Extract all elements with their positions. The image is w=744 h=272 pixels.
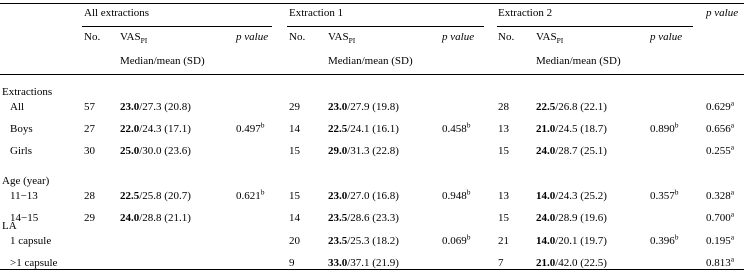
cell-value: 29.0 bbox=[328, 145, 348, 157]
cell-value: 21.0 bbox=[536, 123, 556, 135]
cell-e1-no bbox=[289, 256, 295, 270]
cell-p bbox=[706, 100, 734, 114]
header-median-mean-all: Median/mean (SD) bbox=[120, 55, 205, 67]
cell-mean-sd: /28.6 (23.3) bbox=[347, 212, 399, 224]
cell-e2-p bbox=[650, 122, 679, 136]
cell-label bbox=[10, 144, 32, 158]
cell-value: 28 bbox=[84, 190, 95, 202]
cell-a-med bbox=[120, 100, 191, 114]
footnote-marker: a bbox=[730, 232, 735, 242]
cell-value: Boys bbox=[10, 123, 33, 135]
cell-e2-p bbox=[650, 234, 679, 248]
cell-value: 28 bbox=[498, 101, 509, 113]
cell-value: 0.621 bbox=[236, 190, 261, 202]
cell-value: 15 bbox=[498, 212, 509, 224]
cell-e2-med bbox=[536, 144, 607, 158]
section-label-extractions: Extractions bbox=[2, 86, 53, 98]
header-median-mean-e2: Median/mean (SD) bbox=[536, 55, 621, 67]
cell-value: 24.0 bbox=[120, 212, 140, 224]
cell-value: 13 bbox=[498, 190, 509, 202]
header-no-e1: No. bbox=[289, 31, 306, 43]
cell-value: Girls bbox=[10, 145, 32, 157]
cell-value: 0.357 bbox=[650, 190, 675, 202]
cell-e2-no bbox=[498, 211, 509, 225]
cell-value: 22.5 bbox=[536, 101, 556, 113]
cell-p bbox=[706, 211, 734, 225]
cell-label bbox=[10, 100, 24, 114]
cell-value: 24.0 bbox=[536, 145, 556, 157]
cell-e1-med bbox=[328, 122, 399, 136]
cell-e2-med bbox=[536, 122, 607, 136]
header-median-mean-e1: Median/mean (SD) bbox=[328, 55, 413, 67]
cell-mean-sd: /24.5 (18.7) bbox=[555, 123, 607, 135]
table-top-rule bbox=[0, 3, 744, 4]
cell-e2-med bbox=[536, 256, 607, 270]
vas-label: VAS bbox=[536, 31, 557, 43]
cell-mean-sd: /24.3 (25.2) bbox=[555, 190, 607, 202]
group-rule-extraction-1 bbox=[287, 26, 484, 27]
cell-value: 33.0 bbox=[328, 257, 348, 269]
cell-value: 27 bbox=[84, 123, 95, 135]
cell-p bbox=[706, 189, 734, 203]
cell-label bbox=[10, 189, 38, 203]
cell-label bbox=[10, 234, 51, 248]
header-vas-all bbox=[120, 30, 147, 44]
cell-value: 23.0 bbox=[328, 190, 348, 202]
cell-e2-med bbox=[536, 100, 607, 114]
cell-value: 1 capsule bbox=[10, 235, 52, 247]
vas-subscript: PI bbox=[140, 36, 148, 46]
cell-a-med bbox=[120, 211, 191, 225]
cell-e2-med bbox=[536, 234, 607, 248]
cell-mean-sd: /25.3 (18.2) bbox=[347, 235, 399, 247]
cell-value: 29 bbox=[289, 101, 300, 113]
footnote-marker: a bbox=[730, 254, 735, 264]
cell-value: 23.5 bbox=[328, 235, 348, 247]
footnote-marker: b bbox=[466, 120, 471, 130]
cell-value: 24.0 bbox=[536, 212, 556, 224]
cell-mean-sd: /25.8 (20.7) bbox=[139, 190, 191, 202]
cell-e1-med bbox=[328, 234, 399, 248]
cell-value: 0.069 bbox=[442, 235, 467, 247]
footnote-marker: a bbox=[730, 142, 735, 152]
cell-e1-no bbox=[289, 144, 300, 158]
cell-label bbox=[10, 211, 38, 225]
cell-e1-med bbox=[328, 189, 399, 203]
cell-a-no bbox=[84, 122, 95, 136]
footnote-marker: b bbox=[674, 120, 679, 130]
group-header-all: All extractions bbox=[84, 7, 150, 19]
footnote-marker: b bbox=[466, 232, 471, 242]
vas-label: VAS bbox=[120, 31, 141, 43]
cell-e2-med bbox=[536, 189, 607, 203]
cell-a-no bbox=[84, 100, 95, 114]
cell-mean-sd: /20.1 (19.7) bbox=[555, 235, 607, 247]
cell-value: 0.195 bbox=[706, 235, 731, 247]
header-p-value-all: p value bbox=[236, 31, 269, 43]
cell-p bbox=[706, 144, 734, 158]
cell-value: 0.255 bbox=[706, 145, 731, 157]
cell-value: 0.328 bbox=[706, 190, 731, 202]
footnote-marker: a bbox=[730, 209, 735, 219]
cell-mean-sd: /27.9 (19.8) bbox=[347, 101, 399, 113]
cell-mean-sd: /24.3 (17.1) bbox=[139, 123, 191, 135]
header-p-value-e2: p value bbox=[650, 31, 683, 43]
cell-value: 0.629 bbox=[706, 101, 731, 113]
cell-label bbox=[10, 122, 33, 136]
cell-a-med bbox=[120, 144, 191, 158]
cell-mean-sd: /28.8 (21.1) bbox=[139, 212, 191, 224]
cell-value: 14 bbox=[289, 123, 300, 135]
cell-value: 20 bbox=[289, 235, 300, 247]
cell-mean-sd: /31.3 (22.8) bbox=[347, 145, 399, 157]
cell-e1-no bbox=[289, 234, 300, 248]
cell-e2-p bbox=[650, 189, 679, 203]
cell-mean-sd: /26.8 (22.1) bbox=[555, 101, 607, 113]
cell-value: 57 bbox=[84, 101, 95, 113]
section-label-age: Age (year) bbox=[2, 175, 50, 187]
cell-e2-med bbox=[536, 211, 607, 225]
cell-value: All bbox=[10, 101, 25, 113]
cell-value: 15 bbox=[498, 145, 509, 157]
cell-a-med bbox=[120, 122, 191, 136]
vas-label: VAS bbox=[328, 31, 349, 43]
cell-e1-no bbox=[289, 100, 300, 114]
cell-p bbox=[706, 122, 734, 136]
footnote-marker: a bbox=[730, 187, 735, 197]
cell-a-no bbox=[84, 189, 95, 203]
cell-value: 0.458 bbox=[442, 123, 467, 135]
footnote-marker: b bbox=[674, 232, 679, 242]
cell-a-p bbox=[236, 189, 265, 203]
cell-value: 23.0 bbox=[120, 101, 140, 113]
cell-mean-sd: /24.1 (16.1) bbox=[347, 123, 399, 135]
cell-value: 0.700 bbox=[706, 212, 731, 224]
header-no-e2: No. bbox=[498, 31, 515, 43]
cell-value: 7 bbox=[498, 257, 504, 269]
cell-mean-sd: /28.9 (19.6) bbox=[555, 212, 607, 224]
cell-e1-med bbox=[328, 211, 399, 225]
cell-value: 15 bbox=[289, 145, 300, 157]
group-rule-extraction-2 bbox=[497, 26, 693, 27]
footnote-marker: b bbox=[466, 187, 471, 197]
cell-value: 21.0 bbox=[536, 257, 556, 269]
cell-value: 29 bbox=[84, 212, 95, 224]
cell-value: 22.0 bbox=[120, 123, 140, 135]
header-p-value-e1: p value bbox=[442, 31, 475, 43]
group-header-extraction-1: Extraction 1 bbox=[289, 7, 344, 19]
cell-value: 14 bbox=[289, 212, 300, 224]
cell-e1-p bbox=[442, 234, 471, 248]
cell-a-no bbox=[84, 211, 95, 225]
cell-value: 22.5 bbox=[328, 123, 348, 135]
cell-value: 0.396 bbox=[650, 235, 675, 247]
cell-value: 0.890 bbox=[650, 123, 675, 135]
vas-subscript: PI bbox=[348, 36, 356, 46]
cell-a-med bbox=[120, 189, 191, 203]
header-vas-e2 bbox=[536, 30, 563, 44]
cell-mean-sd: /28.7 (25.1) bbox=[555, 145, 607, 157]
cell-value: 15 bbox=[289, 190, 300, 202]
section-label-la: LA bbox=[2, 220, 17, 232]
cell-value: >1 capsule bbox=[10, 257, 58, 269]
cell-e1-med bbox=[328, 144, 399, 158]
cell-mean-sd: /27.0 (16.8) bbox=[347, 190, 399, 202]
cell-e2-no bbox=[498, 234, 509, 248]
cell-e1-med bbox=[328, 100, 399, 114]
cell-e1-med bbox=[328, 256, 399, 270]
cell-p bbox=[706, 256, 734, 270]
header-vas-e1 bbox=[328, 30, 355, 44]
cell-e2-no bbox=[498, 189, 509, 203]
cell-value: 0.813 bbox=[706, 257, 731, 269]
cell-value: 25.0 bbox=[120, 145, 140, 157]
cell-value: 23.5 bbox=[328, 212, 348, 224]
cell-value: 0.656 bbox=[706, 123, 731, 135]
header-no-all: No. bbox=[84, 31, 101, 43]
footnote-marker: b bbox=[260, 187, 265, 197]
cell-value: 14.0 bbox=[536, 190, 556, 202]
cell-mean-sd: /37.1 (21.9) bbox=[347, 257, 399, 269]
cell-value: 23.0 bbox=[328, 101, 348, 113]
cell-value: 11−13 bbox=[10, 190, 38, 202]
footnote-marker: b bbox=[260, 120, 265, 130]
footnote-marker: b bbox=[674, 187, 679, 197]
cell-mean-sd: /42.0 (22.5) bbox=[555, 257, 607, 269]
cell-mean-sd: /30.0 (23.6) bbox=[139, 145, 191, 157]
cell-e1-no bbox=[289, 211, 300, 225]
cell-value: 13 bbox=[498, 123, 509, 135]
cell-e2-no bbox=[498, 256, 504, 270]
footnote-marker: a bbox=[730, 98, 735, 108]
footnote-marker: a bbox=[730, 120, 735, 130]
header-p-value-overall: p value bbox=[706, 7, 739, 19]
cell-a-no bbox=[84, 144, 95, 158]
cell-value: 30 bbox=[84, 145, 95, 157]
cell-value: 14.0 bbox=[536, 235, 556, 247]
cell-e1-no bbox=[289, 122, 300, 136]
cell-e2-no bbox=[498, 144, 509, 158]
vas-subscript: PI bbox=[556, 36, 564, 46]
cell-e2-no bbox=[498, 122, 509, 136]
cell-value: 9 bbox=[289, 257, 295, 269]
cell-value: 22.5 bbox=[120, 190, 140, 202]
cell-mean-sd: /27.3 (20.8) bbox=[139, 101, 191, 113]
cell-e2-no bbox=[498, 100, 509, 114]
cell-value: 0.497 bbox=[236, 123, 261, 135]
cell-e1-p bbox=[442, 122, 471, 136]
group-rule-all bbox=[82, 26, 272, 27]
cell-value: 21 bbox=[498, 235, 509, 247]
cell-p bbox=[706, 234, 734, 248]
cell-label bbox=[10, 256, 57, 270]
cell-value: 14−15 bbox=[10, 212, 39, 224]
header-bottom-rule bbox=[0, 74, 744, 75]
cell-value: 0.948 bbox=[442, 190, 467, 202]
group-header-extraction-2: Extraction 2 bbox=[498, 7, 553, 19]
cell-e1-p bbox=[442, 189, 471, 203]
cell-a-p bbox=[236, 122, 265, 136]
cell-e1-no bbox=[289, 189, 300, 203]
